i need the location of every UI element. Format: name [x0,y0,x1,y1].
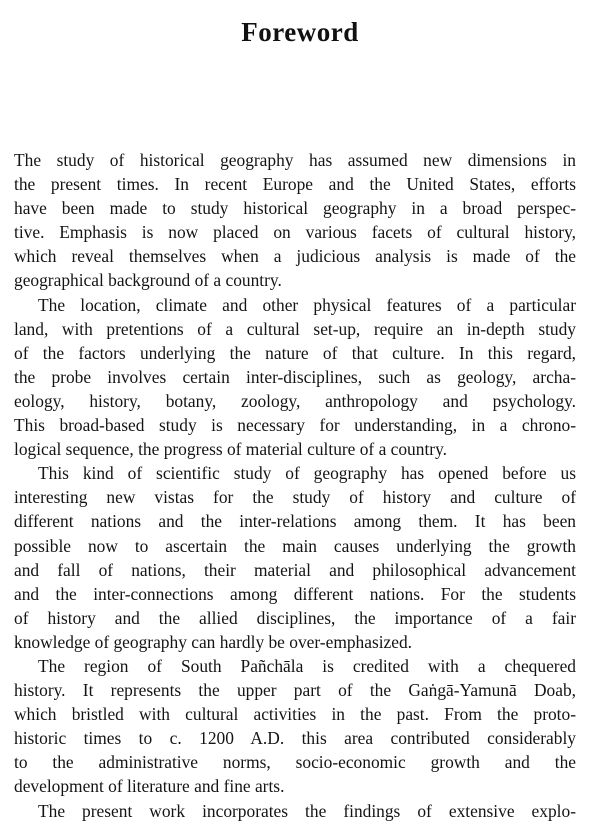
page-title: Foreword [241,17,359,47]
text-line: which reveal themselves when a judicious analysis is made of the [14,246,576,267]
text-line: The region of South Pañchāla is credited with a chequered [38,655,576,676]
text-line: have been made to study historical geography in a broad perspec- [14,198,576,219]
text-line: which bristled with cultural activities in the past. From the proto- [14,704,576,725]
text-line: historic times to c. 1200 A.D. this area contributed considerably [14,728,576,749]
text-line: development of literature and fine arts. [14,776,285,797]
text-line: The location, climate and other physical features of a particular [38,294,576,315]
text-line: to the administrative norms, socio-economic growth and the [14,752,576,773]
text-line: land, with pretentions of a cultural set-up, require an in-depth study [14,318,576,339]
foreword-body [14,148,576,823]
text-line: of the factors underlying the nature of that culture. In this regard, [14,342,576,363]
text-line: tive. Emphasis is now placed on various facets of cultural history, [14,222,576,243]
text-line: and fall of nations, their material and philosophical advancement [14,559,576,580]
text-line: interesting new vistas for the study of history and culture of [14,487,576,508]
text-line: geographical background of a country. [14,270,282,291]
text-line: The study of historical geography has assumed new dimensions in [14,150,576,170]
text-line: eology, history, botany, zoology, anthropology and psychology. [14,390,576,411]
text-line: knowledge of geography can hardly be over-emphasized. [14,631,413,652]
text-line: logical sequence, the progress of material culture of a country. [14,439,447,460]
text-line: possible now to ascertain the main causes underlying the growth [14,535,576,556]
text-line: the present times. In recent Europe and the United States, efforts [14,174,576,195]
text-line: of history and the allied disciplines, the importance of a fair [14,607,576,628]
text-line: the probe involves certain inter-disciplines, such as geology, archa- [14,366,576,387]
text-line: and the inter-connections among different nations. For the students [14,583,576,604]
text-line: The present work incorporates the findings of extensive explo- [38,800,576,821]
text-line: history. It represents the upper part of the Gaṅgā-Yamunā Doab, [14,680,576,701]
text-line: This broad-based study is necessary for understanding, in a chrono- [14,415,576,436]
text-line: different nations and the inter-relations among them. It has been [14,511,576,532]
text-line: This kind of scientific study of geography has opened before us [38,463,576,484]
